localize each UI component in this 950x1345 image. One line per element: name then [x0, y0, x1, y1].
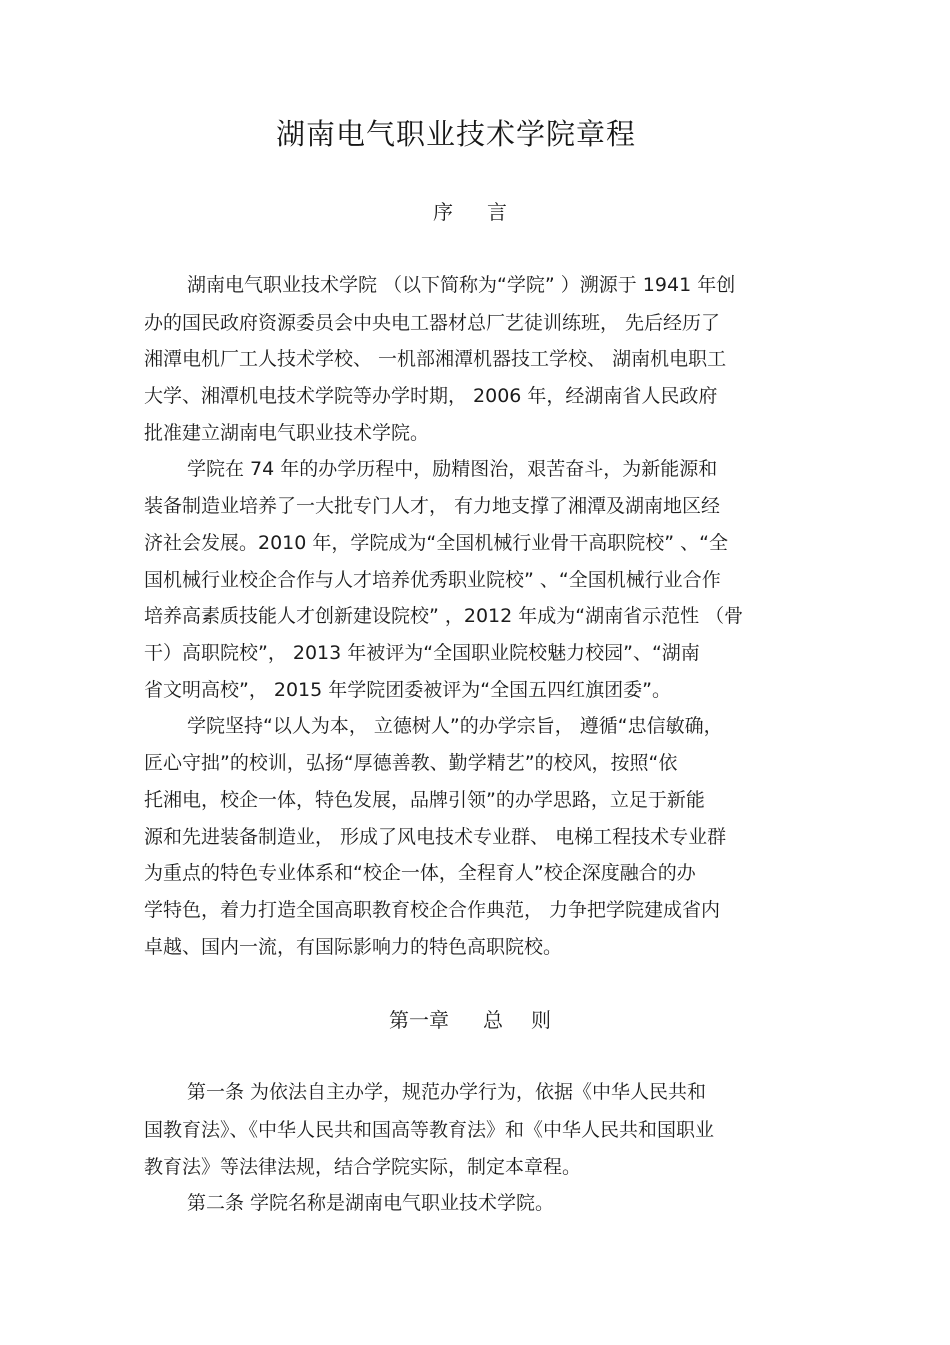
chapter-name-first: 总: [483, 1008, 503, 1032]
preface-line: 为重点的特色专业体系和“校企一体，全程育人”校企深度融合的办: [144, 862, 696, 884]
preface-line: 大学、湘潭机电技术学院等办学时期， 2006 年，经湖南省人民政府: [144, 385, 718, 407]
preface-line: 学院坚持“以人为本， 立德树人”的办学宗旨， 遵循“忠信敏确，: [187, 715, 723, 737]
preface-line: 源和先进装备制造业， 形成了风电技术专业群、 电梯工程技术专业群: [144, 826, 727, 848]
preface-line: 济社会发展。2010 年，学院成为“全国机械行业骨干高职院校” 、“全: [144, 532, 728, 554]
preface-line: 湘潭电机厂工人技术学校、 一机部湘潭机器技工学校、 湖南机电职工: [144, 348, 727, 370]
preface-line: 省文明高校”， 2015 年学院团委被评为“全国五四红旗团委”。: [144, 679, 671, 701]
preface-line: 装备制造业培养了一大批专门人才， 有力地支撑了湘潭及湖南地区经: [144, 495, 721, 517]
preface-line: 卓越、国内一流，有国际影响力的特色高职院校。: [144, 936, 563, 958]
article-line: 教育法》等法律法规，结合学院实际，制定本章程。: [144, 1156, 582, 1178]
preface-heading-first: 序: [433, 200, 453, 224]
preface-line: 培养高素质技能人才创新建设院校” ，2012 年成为“湖南省示范性 （骨: [144, 605, 744, 627]
preface-line: 湖南电气职业技术学院 （以下简称为“学院” ）溯源于 1941 年创: [187, 274, 736, 296]
preface-line: 干）高职院校”， 2013 年被评为“全国职业院校魅力校园”、“湖南: [144, 642, 700, 664]
preface-line: 办的国民政府资源委员会中央电工器材总厂艺徒训练班， 先后经历了: [144, 312, 721, 334]
document-title: 湖南电气职业技术学院章程: [275, 117, 636, 151]
preface-line: 学院在 74 年的办学历程中，励精图治，艰苦奋斗，为新能源和: [187, 458, 718, 480]
preface-heading-second: 言: [487, 200, 507, 224]
preface-line: 学特色，着力打造全国高职教育校企合作典范， 力争把学院建成省内: [144, 899, 721, 921]
preface-line: 托湘电，校企一体，特色发展，品牌引领”的办学思路，立足于新能: [144, 789, 705, 811]
article-line: 第一条 为依法自主办学，规范办学行为，依据《中华人民共和: [187, 1081, 707, 1103]
chapter-number: 第一章: [389, 1008, 449, 1032]
chapter-one-heading: [0, 1006, 940, 1034]
preface-line: 批准建立湖南电气职业技术学院。: [144, 422, 430, 444]
article-line: 国教育法》、《中华人民共和国高等教育法》和《中华人民共和国职业: [144, 1119, 715, 1141]
preface-line: 匠心守拙”的校训，弘扬“厚德善教、勤学精艺”的校风，按照“依: [144, 752, 678, 774]
article-line: 第二条 学院名称是湖南电气职业技术学院。: [187, 1192, 555, 1214]
chapter-name-second: 则: [531, 1008, 551, 1032]
preface-line: 国机械行业校企合作与人才培养优秀职业院校” 、“全国机械行业合作: [144, 569, 721, 591]
preface-heading: [0, 198, 940, 226]
